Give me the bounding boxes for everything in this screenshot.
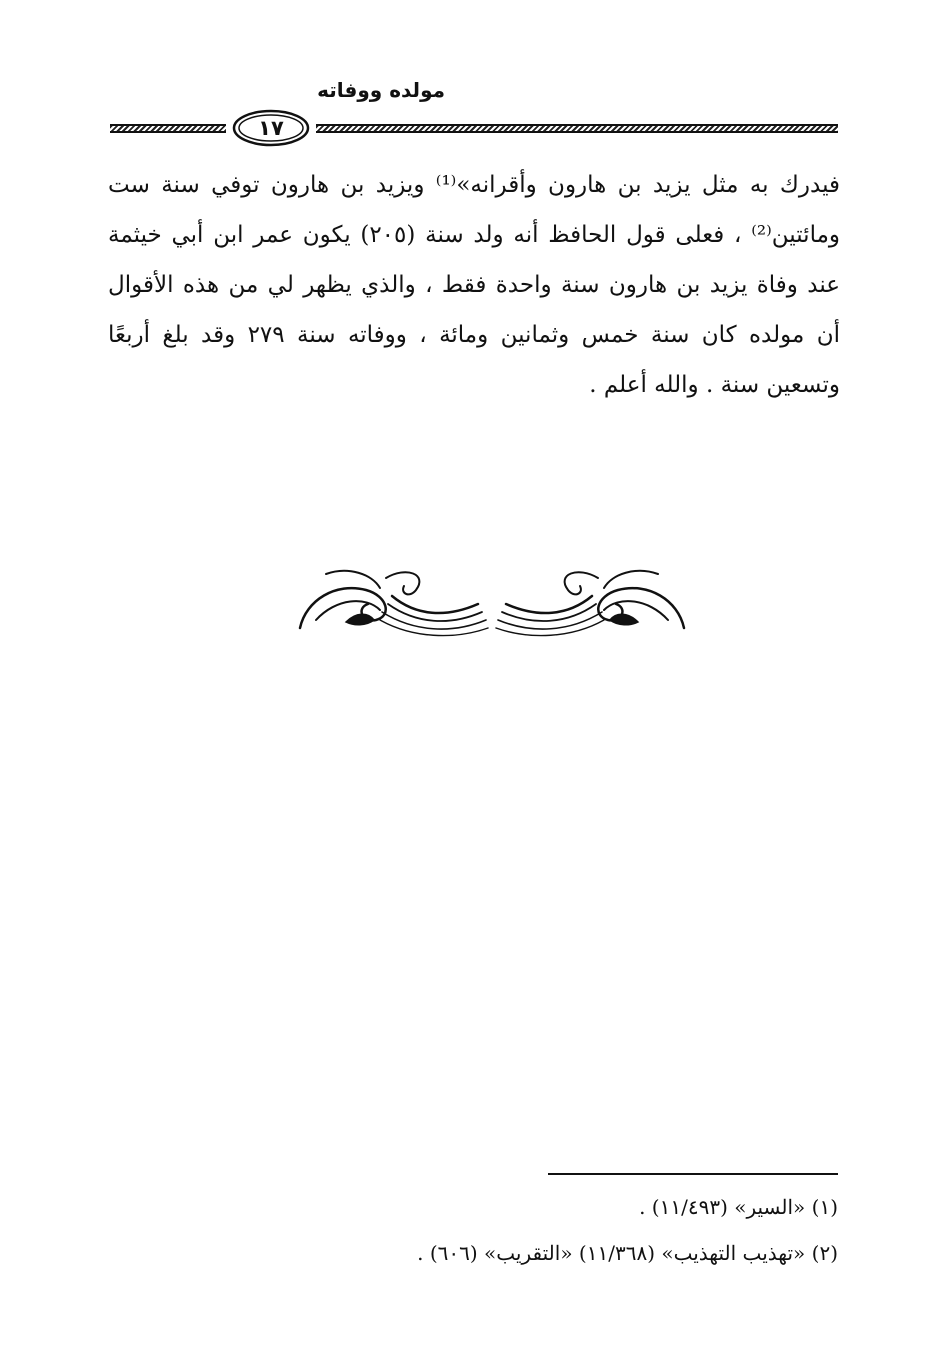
header-rule-left [110,124,226,133]
section-end-ornament [296,560,688,638]
ornament-left-half [300,571,488,636]
body-line-3: عند وفاة يزيد بن هارون سنة واحدة فقط ، والذي يظهر لي من هذه الأقوال [108,272,840,298]
page-number: ١٧ [258,116,284,140]
ornament-right-half [496,571,684,636]
body-line-5: وتسعين سنة . والله أعلم . [589,372,840,398]
body-line-4: أن مولده كان سنة خمس وثمانين ومائة ، ووفاته سنة ٢٧٩ وقد بلغ أربعًا [108,322,840,348]
body-line-2: ومائتين⁽²⁾ ، فعلى قول الحافظ أنه ولد سنة (٢٠٥) يكون عمر ابن أبي خيثمة [108,222,840,248]
body-line-1: فيدرك به مثل يزيد بن هارون وأقرانه»⁽¹⁾ ويزيد بن هارون توفي سنة ست [108,172,840,198]
footnote-2: (٢) «تهذيب التهذيب» (١١/٣٦٨) «التقريب» (٦٠٦) . [417,1241,838,1265]
chapter-title: مولده ووفاته [317,78,445,102]
footnotes [380,1184,838,1276]
footnote-1: (١) «السير» (١١/٤٩٣) . [639,1195,838,1219]
body-paragraph [108,160,840,410]
header-rule-right [316,124,838,133]
footnote-separator [548,1173,838,1175]
